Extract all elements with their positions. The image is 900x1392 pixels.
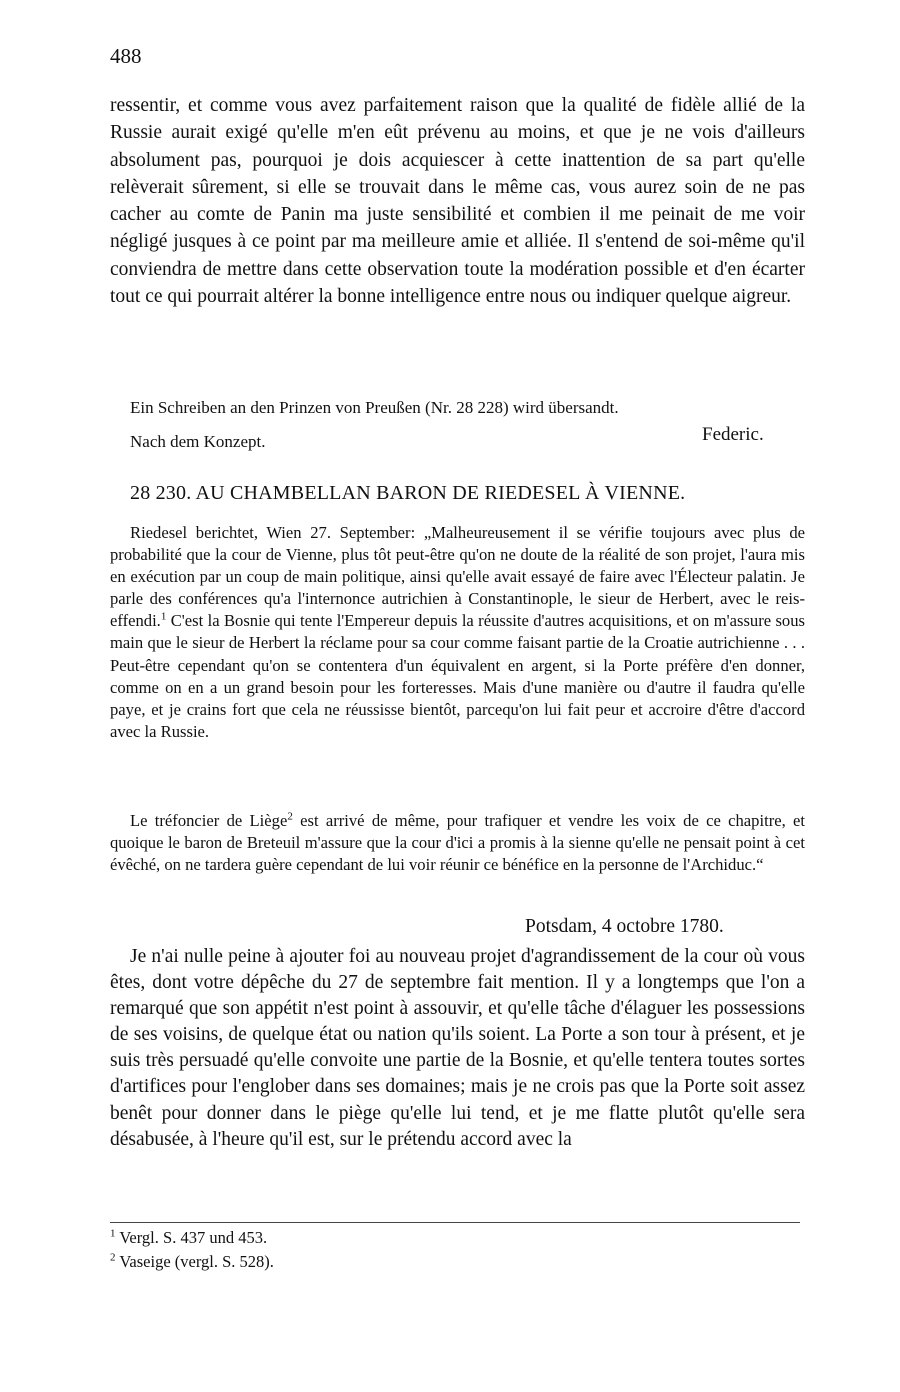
report-text: Riedesel berichtet, Wien 27. September: „Malheureusement il se vérifie toujours avec plus de probabilité que la cour de Vienne, plus tôt peut-être qu'on ne doute de la réalité de son projet, l'aura mis en exécution par un coup de main politique, ainsi qu'elle avait essayé de faire avec l'Électeur palatin. Je parle des conférences qu'a l'internonce autrichien à Constantinople, le sieur de Herbert, avec le reis-effendi.: [110, 523, 805, 631]
enclosure-note: Ein Schreiben an den Prinzen von Preußen (Nr. 28 228) wird übersandt.: [130, 398, 619, 417]
footnote-mark: 1: [110, 1227, 116, 1240]
footnote-mark: 2: [287, 810, 293, 823]
report-paragraph-1: [110, 522, 805, 743]
footnote-text: Vergl. S. 437 und 453.: [119, 1228, 268, 1247]
footnote-divider: [110, 1222, 800, 1223]
page-number: 488: [110, 44, 142, 68]
source-note: Nach dem Konzept.: [130, 432, 266, 451]
continued-paragraph: ressentir, et comme vous avez parfaitement raison que la qualité de fidèle allié de la Russie aurait exigé qu'elle m'en eût prévenu au moins, et que je ne vois d'ailleurs absolument pas, pourquoi je dois acquiescer à cette inattention de sa part qu'elle relèverait sûrement, si elle se trouvait dans le même cas, vous aurez soin de ne pas cacher au comte de Panin ma juste sensibilité et combien il me peinait de me voir négligé jusques à ce point par ma meilleure amie et alliée. Il s'entend de soi-même qu'il conviendra de mettre dans cette observation toute la modération possible et d'en écarter tout ce qui pourrait altérer la bonne intelligence entre nous ou indiquer quelque aigreur.: [110, 95, 805, 308]
signature: Federic.: [702, 424, 764, 445]
letter-heading: 28 230. AU CHAMBELLAN BARON DE RIEDESEL À VIENNE.: [130, 482, 686, 504]
letter-body: Je n'ai nulle peine à ajouter foi au nouveau projet d'agrandissement de la cour où vous êtes, dont votre dépêche du 27 de septembre fait mention. Il y a longtemps que l'on a remarqué que son appétit n'est point à assouvir, et qu'elle tâche d'élaguer les possessions de ses voisins, de quelque état ou nation qu'ils soient. La Porte a son tour à présent, et je suis très persuadé qu'elle convoite une partie de la Bosnie, et qu'elle tentera toutes sortes d'artifices pour l'englober dans ses domaines; mais je ne crois pas que la Porte soit assez benêt pour donner dans le piège qu'elle lui tend, et je me flatte plutôt qu'elle sera désabusée, à l'heure qu'il est, sur le prétendu accord avec la: [110, 946, 805, 1150]
report-paragraph-2: [110, 810, 805, 876]
footnote-mark: 2: [110, 1251, 116, 1264]
footnote-text: Vaseige (vergl. S. 528).: [119, 1252, 274, 1271]
dateline: Potsdam, 4 octobre 1780.: [525, 916, 724, 937]
footnote: [110, 1228, 267, 1248]
report-text: est arrivé de même, pour trafiquer et vendre les voix de ce chapitre, et quoique le baron de Breteuil m'assure que la cour d'ici a promis à la sienne qu'elle ne pensait point à cet évêché, on ne tardera guère cependant de lui voir réunir ce bénéfice en la personne de l'Archiduc.“: [110, 811, 806, 875]
footnote: [110, 1252, 274, 1272]
footnote-mark: 1: [160, 610, 167, 623]
report-text: C'est la Bosnie qui tente l'Empereur depuis la réussite d'autres acquisitions, et on m'assure sous main que le sieur de Herbert la réclame pour sa cour comme faisant partie de la Croatie autrichienne . . . Peut-être cependant qu'on se contentera d'un équivalent en argent, si la Porte préfère d'en donner, comme on en a un grand besoin pour les forteresses. Mais d'une manière ou d'autre il faudra qu'elle paye, et je crains fort que cela ne réussisse bientôt, parcequ'on lui fait peur et accroire d'être d'accord avec la Russie.: [110, 611, 805, 741]
report-text: Le tréfoncier de Liège: [130, 811, 288, 830]
